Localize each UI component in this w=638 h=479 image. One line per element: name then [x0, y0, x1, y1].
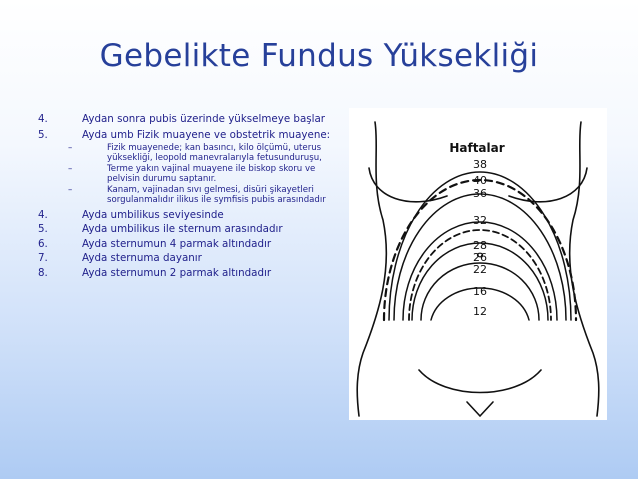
groin-outline [419, 370, 541, 393]
item-text: Ayda umbilikus seviyesinde [82, 208, 224, 221]
week-label: 26 [473, 251, 487, 264]
bullet-list [38, 114, 338, 279]
sub-item-text: Kanam, vajinadan sıvı gelmesi, disüri şikayetleri sorgulanmalıdır ilikus ile symfisis pubis arasındadır [107, 185, 326, 205]
weeks-heading: Haftalar [449, 141, 505, 155]
item-number: 7. [38, 252, 48, 265]
list-item [38, 130, 338, 142]
sub-list-item [38, 186, 338, 205]
sub-list-item [38, 144, 338, 163]
item-text: Ayda umbilikus ile sternum arasındadır [82, 223, 283, 236]
torso-left-outline [357, 122, 386, 416]
week-label: 28 [473, 239, 487, 252]
item-number: 5. [38, 128, 48, 141]
breast-right [509, 168, 587, 202]
item-text: Ayda umb Fizik muayene ve obstetrik muayene: [82, 128, 331, 141]
slide-title: Gebelikte Fundus Yüksekliği [99, 38, 539, 74]
fundus-height-figure [349, 108, 607, 420]
week-label: 38 [473, 158, 487, 171]
list-item [38, 253, 338, 265]
week-label: 36 [473, 187, 487, 200]
sub-item-dash: – [68, 143, 73, 153]
item-text: Aydan sonra pubis üzerinde yükselmeye başlar [82, 113, 326, 125]
item-number: 6. [38, 237, 48, 250]
week-label: 40 [473, 174, 487, 187]
item-text: Ayda sternuma dayanır [82, 252, 202, 265]
item-text: Ayda sternumun 4 parmak altındadır [82, 237, 272, 250]
item-number: 5. [38, 223, 48, 236]
fundus-diagram [349, 108, 607, 420]
item-number: 4. [38, 208, 48, 221]
sub-item-text: Fizik muayenede; kan basıncı, kilo ölçümü, uterus yüksekliği, leopold manevralarıyla fetusunduruşu, [107, 143, 322, 163]
item-number: 8. [38, 266, 48, 279]
week-label: 16 [473, 285, 487, 298]
pubis-line [467, 402, 493, 416]
item-number: 4. [38, 113, 48, 125]
week-label: 12 [473, 305, 487, 318]
list-item [38, 114, 338, 126]
sub-list-item [38, 165, 338, 184]
item-text: Ayda sternumun 2 parmak altındadır [82, 266, 272, 279]
torso-right-outline [570, 122, 599, 416]
sub-item-text: Terme yakın vajinal muayene ile biskop skoru ve pelvisin durumu saptanır. [107, 164, 316, 184]
sub-item-dash: – [68, 185, 73, 196]
list-item [38, 239, 338, 251]
list-item [38, 224, 338, 236]
week-label: 32 [473, 214, 487, 227]
week-label: 22 [473, 263, 487, 276]
list-item [38, 268, 338, 280]
list-item [38, 210, 338, 222]
sub-item-dash: – [68, 164, 73, 175]
